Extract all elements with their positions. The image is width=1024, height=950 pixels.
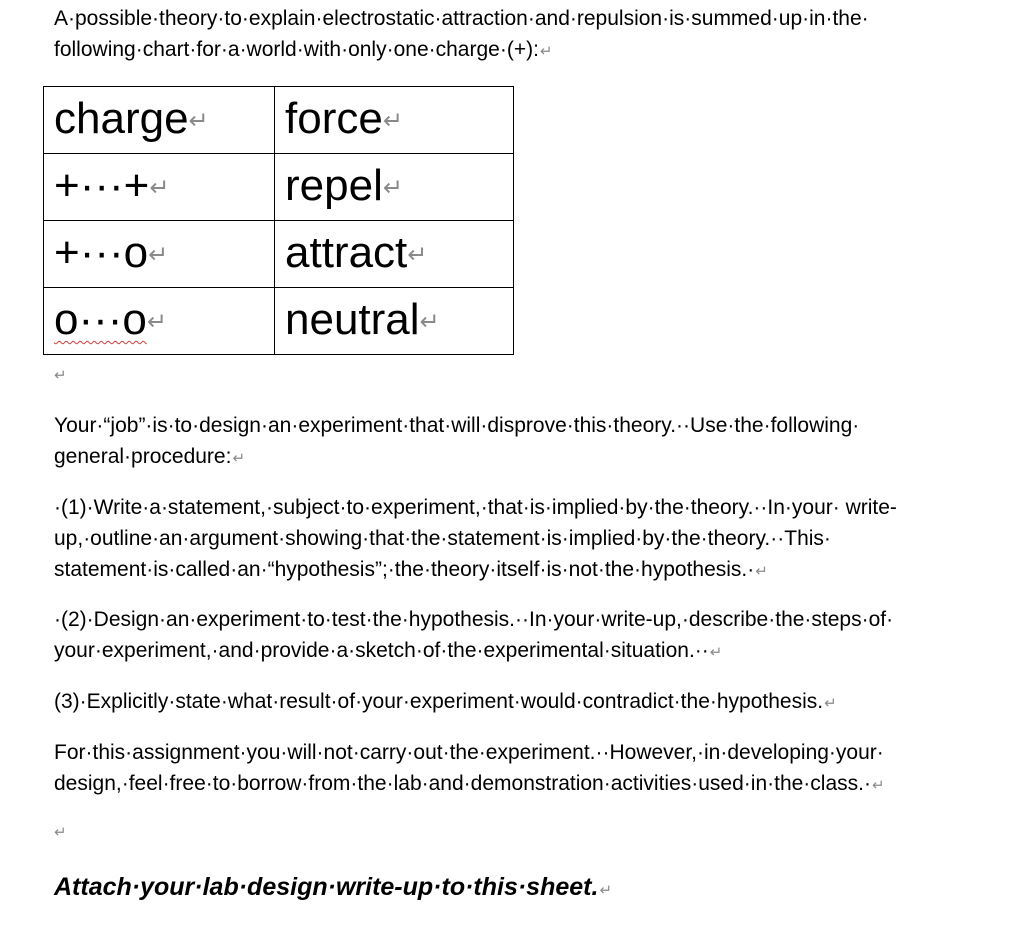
- table-cell-force[interactable]: repel↵: [275, 154, 514, 221]
- attach-instruction[interactable]: Attach·your·lab·design·write-up·to·this·sheet.↵: [54, 873, 613, 901]
- job-paragraph[interactable]: Your·“job”·is·to·design·an·experiment·that·will·disprove·this·theory.··Use·the·following· general·procedure:↵: [54, 414, 866, 468]
- intro-text: A·possible·theory·to·explain·electrostatic·attraction·and·repulsion·is·summed·up·in·the· following·chart·for·a·world·with·only·one·charge·(+):: [54, 7, 875, 61]
- return-mark-icon: ↵: [149, 174, 170, 202]
- charge-force-table: [43, 86, 514, 355]
- return-mark-icon: ↵: [539, 43, 553, 60]
- return-mark-icon: ↵: [54, 824, 67, 841]
- header-cell-charge[interactable]: charge↵: [44, 87, 275, 154]
- return-mark-icon: ↵: [188, 107, 209, 135]
- return-mark-icon: ↵: [382, 174, 403, 202]
- return-mark-icon: ↵: [148, 241, 169, 269]
- table-cell-charge[interactable]: [44, 288, 275, 355]
- intro-paragraph[interactable]: [54, 3, 984, 67]
- return-mark-icon: ↵: [407, 241, 428, 269]
- return-mark-icon: ↵: [382, 107, 403, 135]
- return-mark-icon: ↵: [871, 777, 885, 794]
- header-cell-force[interactable]: force↵: [275, 87, 514, 154]
- return-mark-icon: ↵: [232, 450, 246, 467]
- return-mark-icon: ↵: [419, 308, 440, 336]
- table-row: [44, 221, 514, 288]
- return-mark-icon: ↵: [146, 308, 168, 336]
- return-mark-icon: ↵: [755, 563, 768, 580]
- return-mark-icon: ↵: [54, 367, 67, 384]
- table-header-row: [44, 87, 514, 154]
- closing-paragraph[interactable]: For·this·assignment·you·will·not·carry·out·the·experiment.··However,·in·developing·your· design,·feel·free·to·borrow·from·the·lab·and·demonstration·activities·used·in·the·class.·↵: [54, 741, 890, 795]
- return-mark-icon: ↵: [599, 882, 613, 899]
- table-cell-charge[interactable]: +···o↵: [44, 221, 275, 288]
- table-cell-force[interactable]: attract↵: [275, 221, 514, 288]
- table-cell-force[interactable]: neutral↵: [275, 288, 514, 355]
- table-row: [44, 154, 514, 221]
- return-mark-icon: ↵: [709, 644, 723, 661]
- return-mark-icon: ↵: [824, 695, 837, 712]
- table-row: [44, 288, 514, 355]
- step-3-paragraph[interactable]: (3)·Explicitly·state·what·result·of·your·experiment·would·contradict·the·hypothesis.↵: [54, 690, 837, 713]
- step-1-paragraph[interactable]: ·(1)·Write·a·statement,·subject·to·experiment,·that·is·implied·by·the·theory.··In·your· write-up,·outline·an·argument·showing·that·the·statement·is·implied·by·the·theory.··This· statement·is·called·an·“hypothesis”;·the·theory·itself·is·not·the·hypothesis.·↵: [54, 496, 897, 581]
- step-2-paragraph[interactable]: ·(2)·Design·an·experiment·to·test·the·hypothesis.··In·your·write-up,·describe·the·steps·of· your·experiment,·and·provide·a·sketch·of·the·experimental·situation.··↵: [54, 608, 899, 662]
- spellcheck-flagged-text: o···o: [54, 294, 147, 344]
- table-cell-charge[interactable]: +···+↵: [44, 154, 275, 221]
